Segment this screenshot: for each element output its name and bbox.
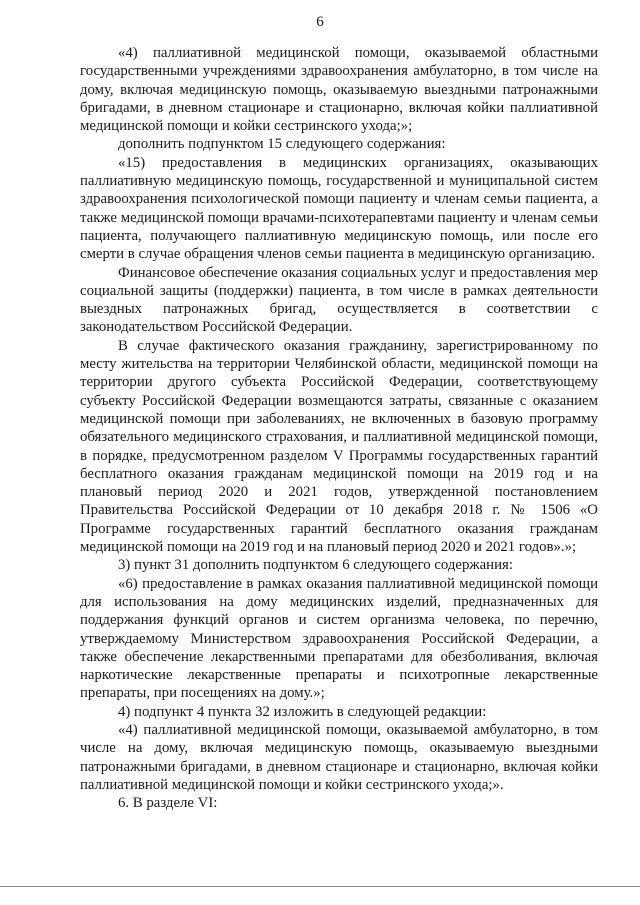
paragraph-4: Финансовое обеспечение оказания социальных услуг и предоставления мер социальной защиты (поддержки) пациента, в том числе в рамках деятельности выездных патронажных бригад, осуществляется в соответствии с законодательством Российской Федерации.: [80, 264, 598, 336]
paragraph-2: дополнить подпунктом 15 следующего содержания:: [118, 136, 446, 153]
paragraph-1: «4) паллиативной медицинской помощи, оказываемой областными государственными учреждениями здравоохранения амбулаторно, в том числе на дому, включая медицинскую помощь, оказываемую выездными патронажными бригадами, в дневном стационаре и стационарно, включая койки паллиативной медицинской помощи и койки сестринского ухода;»;: [80, 45, 598, 135]
paragraph-9: «4) паллиативной медицинской помощи, оказываемой амбулаторно, в том числе на дому, включая медицинскую помощь, оказываемую выездными патронажными бригадами, в дневном стационаре и стационарно, включая койки паллиативной медицинской помощи и койки сестринского ухода;».: [80, 721, 598, 793]
paragraph-6: 3) пункт 31 дополнить подпунктом 6 следующего содержания:: [118, 557, 513, 574]
paragraph-10: 6. В разделе VI:: [118, 795, 218, 812]
bottom-divider: [0, 886, 640, 887]
paragraph-3: «15) предоставления в медицинских организациях, оказывающих паллиативную медицинскую помощь, государственной и муниципальной систем здравоохранения психологической помощи пациенту и членам семьи пациента, а также медицинской помощи врачами-психотерапевтами пациенту и членам семьи пациента, получающего паллиативную медицинскую помощь, или после его смерти в случае обращения членов семьи пациента в медицинскую организацию.: [80, 154, 598, 263]
page-number: 6: [316, 14, 324, 30]
paragraph-5: В случае фактического оказания гражданину, зарегистрированному по месту жительства на территории Челябинской области, медицинской помощи на территории другого субъекта Российской Федерации, соответствующему субъекту Российской Федерации возмещаются затраты, связанные с оказанием медицинской помощи при заболеваниях, не включенных в базовую программу обязательного медицинского страхования, и паллиативной медицинской помощи, в порядке, предусмотренном разделом V Программы государственных гарантий бесплатного оказания гражданам медицинской помощи на 2019 год и на плановый период 2020 и 2021 годов, утвержденной постановлением Правительства Российской Федерации от 10 декабря 2018 г. № 1506 «О Программе государственных гарантий бесплатного оказания гражданам медицинской помощи на 2019 год и на плановый период 2020 и 2021 годов».»;: [80, 337, 598, 556]
paragraph-8: 4) подпункт 4 пункта 32 изложить в следующей редакции:: [118, 703, 487, 720]
paragraph-7: «6) предоставление в рамках оказания паллиативной медицинской помощи для использования на дому медицинских изделий, предназначенных для поддержания функций органов и систем организма человека, по перечню, утверждаемому Министерством здравоохранения Российской Федерации, а также обеспечение лекарственными препаратами для обезболивания, включая наркотические лекарственные препараты и психотропные лекарственные препараты, при посещениях на дому.»;: [80, 575, 598, 702]
document-body: [80, 44, 598, 812]
